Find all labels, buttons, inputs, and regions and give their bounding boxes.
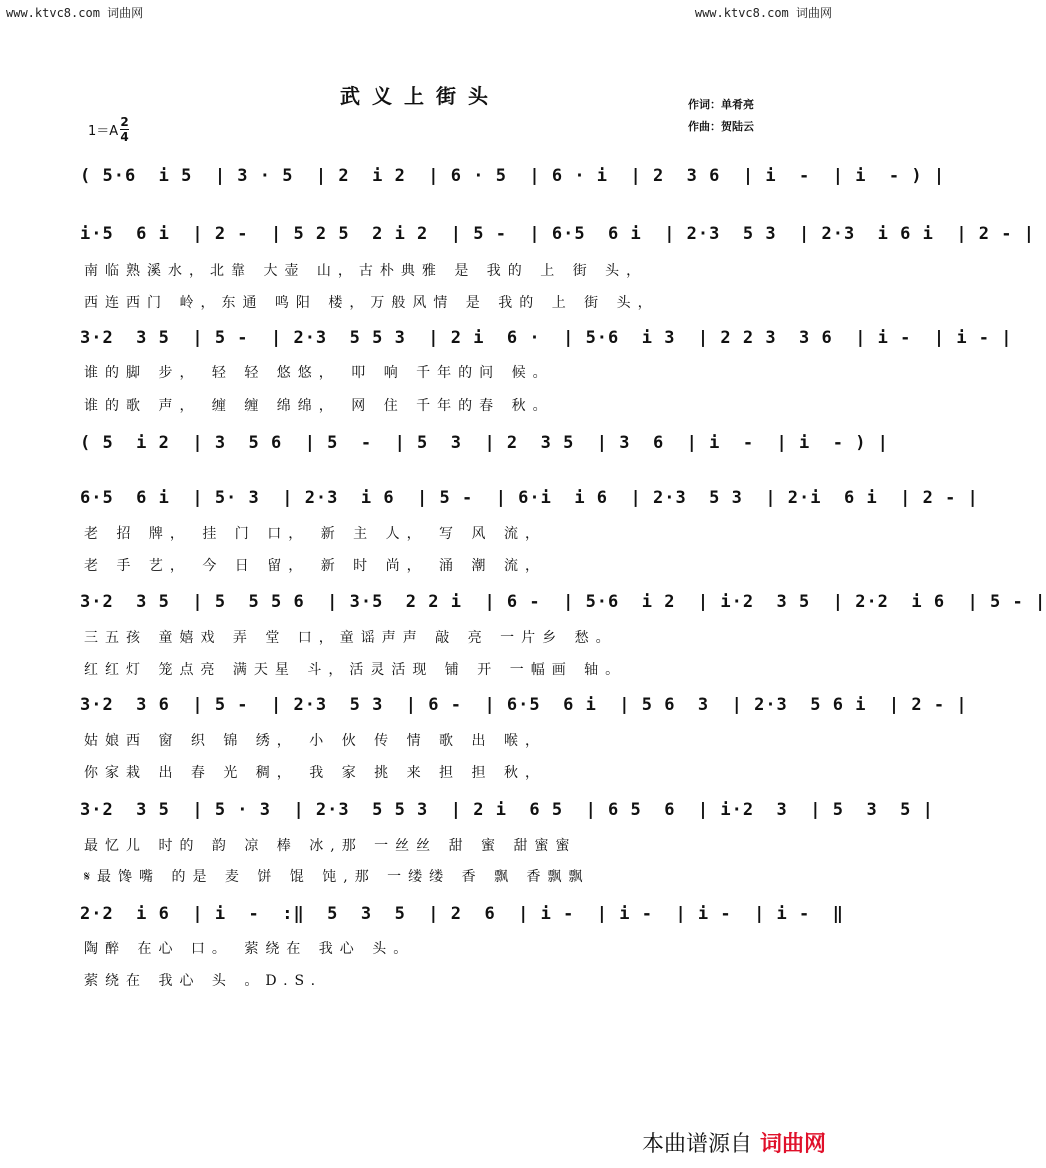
lyric-line-6-verse-1: 三五孩 童嬉戏 弄 堂 口，童谣声声 敲 亮 一片乡 愁。 — [84, 630, 617, 646]
lyric-line-9-verse-2: 萦绕在 我心 头 。D.S. — [84, 973, 323, 989]
lyric-line-6-verse-2: 红红灯 笼点亮 满天星 斗，活灵活现 铺 开 一幅画 轴。 — [84, 662, 627, 678]
footer-source-text: 本曲谱源自 — [641, 1132, 752, 1157]
notation-line-2: i·5 6 i | 2 - | 5 2 5 2 i 2 | 5 - | 6·5 6 i | 2·3 5 3 | 2·3 i 6 i | 2 - | — [80, 224, 1035, 244]
notation-line-9: 2·2 i 6 | i - :‖ 5 3 5 | 2 6 | i - | i - | i - | i - ‖ — [80, 904, 844, 924]
lyric-line-3-verse-2: 谁的歌 声， 缠 缠 绵绵， 网 住 千年的春 秋。 — [84, 398, 554, 414]
lyric-line-8-verse-1: 最忆儿 时的 韵 凉 棒 冰,那 一丝丝 甜 蜜 甜蜜蜜 — [84, 838, 577, 854]
notation-line-6: 3·2 3 5 | 5 5 5 6 | 3·5 2 2 i | 6 - | 5·6 i 2 | i·2 3 5 | 2·2 i 6 | 5 - | — [80, 592, 1046, 612]
notation-line-1: ( 5·6 i 5 | 3 · 5 | 2 i 2 | 6 · 5 | 6 · i | 2 3 6 | i - | i - ) | — [80, 166, 946, 186]
notation-line-7: 3·2 3 6 | 5 - | 2·3 5 3 | 6 - | 6·5 6 i | 5 6 3 | 2·3 5 6 i | 2 - | — [80, 695, 968, 715]
song-title: 武义上街头 — [340, 84, 500, 108]
notation-line-8: 3·2 3 5 | 5 · 3 | 2·3 5 5 3 | 2 i 6 5 | 6 5 6 | i·2 3 | 5 3 5 | — [80, 800, 934, 820]
lyric-line-7-verse-1: 姑娘西 窗 织 锦 绣， 小 伙 传 情 歌 出 喉， — [84, 733, 546, 749]
watermark-right: www.ktvc8.com 词曲网 — [694, 6, 832, 20]
lyric-line-7-verse-2: 你家栽 出 春 光 稠， 我 家 挑 来 担 担 秋， — [84, 765, 546, 781]
footer-brand-link[interactable]: 词曲网 — [759, 1132, 826, 1157]
footer-credit — [642, 1127, 826, 1158]
lyric-line-8-verse-2: 𝄋最馋嘴 的是 麦 饼 馄 饨,那 一缕缕 香 飘 香飘飘 — [84, 869, 590, 885]
key-signature: 1＝A — [88, 124, 119, 139]
time-signature — [120, 116, 129, 143]
lyric-line-2-verse-1: 南临熟溪水，北靠 大壶 山，古朴典雅 是 我的 上 街 头， — [84, 263, 648, 279]
lyric-line-9-verse-1: 陶醉 在心 口。 萦绕在 我心 头。 — [84, 941, 415, 957]
lyric-line-3-verse-1: 谁的脚 步， 轻 轻 悠悠， 叩 响 千年的问 候。 — [84, 365, 554, 381]
watermark-left: www.ktvc8.com 词曲网 — [6, 6, 144, 20]
notation-line-3: 3·2 3 5 | 5 - | 2·3 5 5 3 | 2 i 6 · | 5·6 i 3 | 2 2 3 3 6 | i - | i - | — [80, 328, 1013, 348]
lyric-line-5-verse-2: 老 手 艺， 今 日 留， 新 时 尚， 涌 潮 流， — [84, 558, 546, 574]
lyric-line-2-verse-2: 西连西门 岭，东通 鸣阳 楼，万般风情 是 我的 上 街 头， — [84, 295, 659, 311]
lyricist-credit: 作词：单肴亮 — [688, 98, 754, 111]
time-signature-bottom: 4 — [120, 130, 129, 144]
time-signature-top: 2 — [120, 115, 129, 129]
notation-line-4: ( 5 i 2 | 3 5 6 | 5 - | 5 3 | 2 3 5 | 3 6 | i - | i - ) | — [80, 433, 889, 453]
notation-line-5: 6·5 6 i | 5· 3 | 2·3 i 6 | 5 - | 6·i i 6 | 2·3 5 3 | 2·i 6 i | 2 - | — [80, 488, 979, 508]
composer-credit: 作曲：贺陆云 — [688, 120, 754, 133]
lyric-line-5-verse-1: 老 招 牌， 挂 门 口， 新 主 人， 写 风 流， — [84, 526, 546, 542]
